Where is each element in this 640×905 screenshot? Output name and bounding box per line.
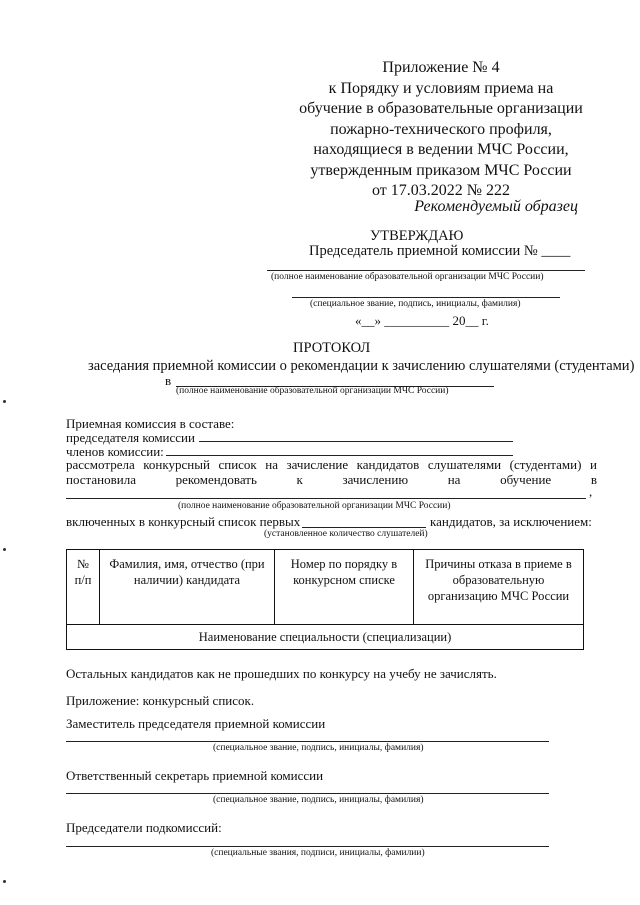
protocol-org-caption: (полное наименование образовательной организации МЧС России) bbox=[176, 386, 449, 396]
sample-label: Рекомендуемый образец bbox=[414, 198, 578, 215]
chairman-line bbox=[199, 441, 513, 442]
col-number-header: № п/п bbox=[67, 550, 100, 625]
appendix-line: пожарно-технического профиля, bbox=[330, 120, 552, 138]
word: (студентами) bbox=[509, 457, 582, 472]
secretary-label: Ответственный секретарь приемной комиссии bbox=[66, 768, 324, 783]
scan-dot bbox=[3, 400, 6, 403]
appendix-line: к Порядку и условиям приема на bbox=[328, 79, 554, 97]
attachment-note: Приложение: конкурсный список. bbox=[66, 693, 255, 708]
word: к bbox=[296, 472, 303, 487]
appendix-line: находящиеся в ведении МЧС России, bbox=[313, 141, 569, 158]
word: и bbox=[589, 457, 597, 472]
appendix-header bbox=[291, 58, 591, 202]
approval-org-caption: (полное наименование образовательной организации МЧС России) bbox=[271, 272, 544, 282]
appendix-line: утвержденным приказом МЧС России bbox=[310, 161, 572, 179]
deputy-caption: (специальное звание, подпись, инициалы, фамилия) bbox=[213, 743, 424, 753]
approval-rank-caption: (специальное звание, подпись, инициалы, фамилия) bbox=[310, 299, 521, 309]
subchairs-label: Председатели подкомиссий: bbox=[66, 820, 222, 835]
included-left: включенных в конкурсный список первых bbox=[66, 514, 301, 529]
protocol-in: в bbox=[165, 373, 172, 388]
approval-org-line bbox=[267, 270, 585, 271]
protocol-title: ПРОТОКОЛ bbox=[293, 340, 371, 356]
secretary-caption: (специальное звание, подпись, инициалы, фамилия) bbox=[213, 795, 424, 805]
rest-note: Остальных кандидатов как не прошедших по конкурсу на учебу не зачислять. bbox=[66, 666, 497, 681]
word: рекомендовать bbox=[175, 472, 257, 487]
justified-line-1 bbox=[66, 457, 597, 473]
col-order-header: Номер по порядку в конкурсном списке bbox=[275, 550, 414, 625]
composition-label: Приемная комиссия в составе: bbox=[66, 416, 235, 431]
deputy-label: Заместитель председателя приемной комиссии bbox=[66, 716, 326, 731]
word: зачислению bbox=[342, 472, 409, 487]
org-fill-line bbox=[66, 498, 586, 499]
word: список bbox=[218, 457, 257, 472]
chairman-label: председателя комиссии bbox=[66, 430, 195, 445]
included-right: кандидатов, за исключением: bbox=[430, 514, 592, 529]
secretary-line bbox=[66, 793, 549, 794]
protocol-subtitle: заседания приемной комиссии о рекомендации к зачислению слушателями (студентами) bbox=[88, 358, 635, 374]
specialty-row: Наименование специальности (специализации) bbox=[67, 625, 584, 650]
approval-sign-line bbox=[292, 297, 560, 298]
col-name-header: Фамилия, имя, отчество (при наличии) кандидата bbox=[100, 550, 275, 625]
scan-dot bbox=[3, 548, 6, 551]
subchairs-line bbox=[66, 846, 549, 847]
appendix-line: обучение в образовательные организации bbox=[299, 100, 583, 117]
word: слушателями bbox=[427, 457, 502, 472]
justified-line-2 bbox=[66, 472, 597, 488]
word: обучение bbox=[500, 472, 552, 487]
approval-date: «__» __________ 20__ г. bbox=[355, 313, 489, 328]
word: в bbox=[590, 472, 597, 487]
word: рассмотрела bbox=[66, 457, 135, 472]
count-caption: (установленное количество слушателей) bbox=[264, 529, 428, 539]
word: постановила bbox=[66, 472, 136, 487]
deputy-line bbox=[66, 741, 549, 742]
col-reason-header: Причины отказа в приеме в образовательную организацию МЧС России bbox=[414, 550, 584, 625]
approve-heading: УТВЕРЖДАЮ bbox=[370, 228, 464, 244]
org-caption: (полное наименование образовательной организации МЧС России) bbox=[178, 501, 451, 511]
approval-chairman: Председатель приемной комиссии № ____ bbox=[309, 243, 571, 259]
subchairs-caption: (специальные звания, подписи, инициалы, фамилии) bbox=[211, 848, 425, 858]
word: зачисление bbox=[286, 457, 349, 472]
word: на bbox=[447, 472, 461, 487]
appendix-line: от 17.03.2022 № 222 bbox=[371, 182, 511, 199]
appendix-line: Приложение № 4 bbox=[382, 59, 500, 76]
word: кандидатов bbox=[356, 457, 420, 472]
comma: , bbox=[589, 484, 593, 499]
word: на bbox=[265, 457, 279, 472]
members-label: членов комиссии: bbox=[66, 444, 164, 459]
count-line bbox=[302, 527, 426, 528]
scan-dot bbox=[3, 880, 6, 883]
table-header-row bbox=[67, 550, 584, 625]
table-row bbox=[67, 625, 584, 650]
word: конкурсный bbox=[143, 457, 210, 472]
members-line bbox=[166, 455, 513, 456]
rejection-table bbox=[66, 549, 584, 650]
